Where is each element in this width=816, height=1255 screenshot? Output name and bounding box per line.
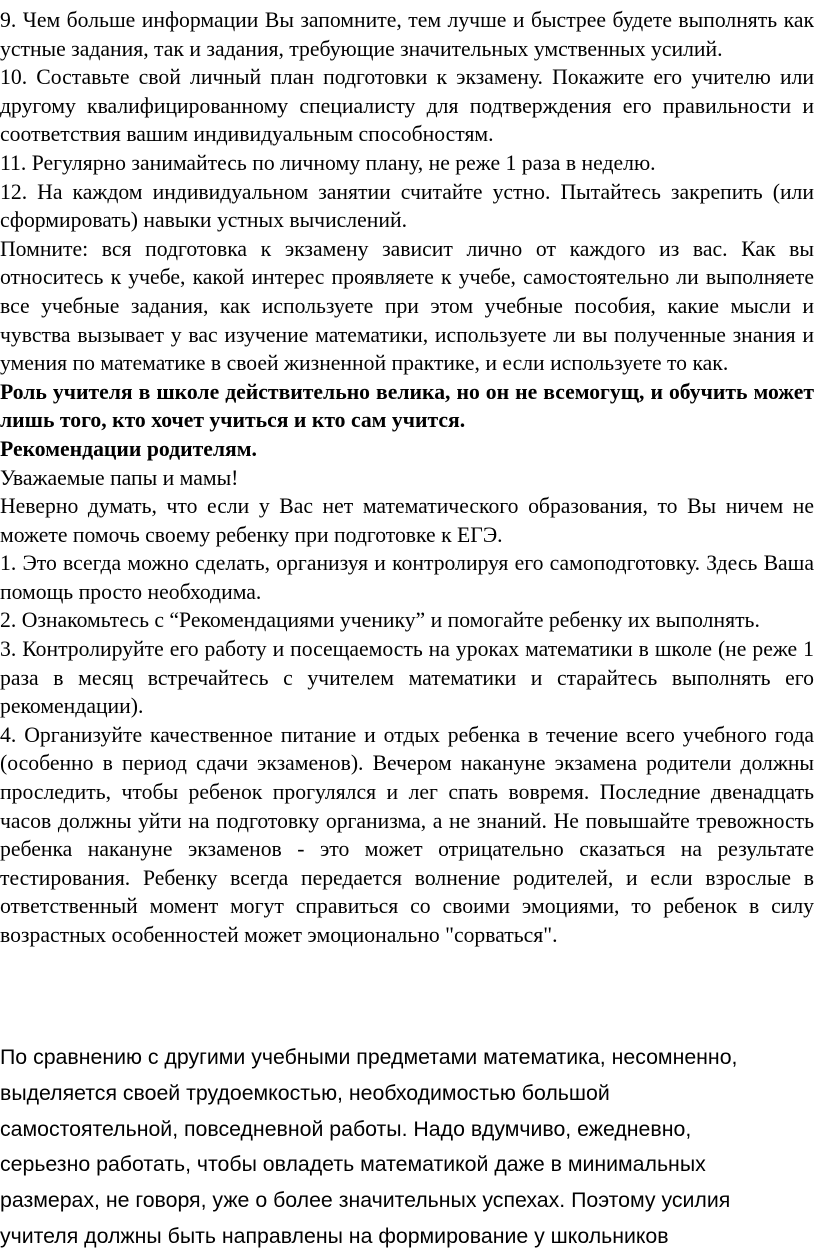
parents-item-3: 3. Контролируйте его работу и посещаемость на уроках математики в школе (не реже 1 раза в месяц встречайтесь с учителем математики и старайтесь выполнять его рекомендации).: [0, 637, 814, 719]
closing-line: учителя должны быть направлены на формирование у школьников: [0, 1223, 669, 1248]
closing-line: По сравнению с другими учебными предметами математика, несомненно,: [0, 1045, 738, 1069]
parents-heading: Рекомендации родителям.: [0, 436, 257, 461]
closing-line: размерах, не говоря, уже о более значительных успехах. Поэтому усилия: [0, 1188, 731, 1213]
student-item-12: 12. На каждом индивидуальном занятии считайте устно. Пытайтесь закрепить (или сформировать) навыки устных вычислений.: [0, 179, 814, 233]
closing-line: самостоятельной, повседневной работы. Надо вдумчиво, ежедневно,: [0, 1116, 692, 1141]
greeting: Уважаемые папы и мамы!: [0, 465, 239, 490]
parents-item-4: 4. Организуйте качественное питание и отдых ребенка в течение всего учебного года (особенно в период сдачи экзаменов). Вечером накануне экзамена родители должны проследить, чтобы ребенок прогулялся и лег спать вовремя. Последние двенадцать часов должны уйти на подготовку организма, а не знаний. Не повышайте тревожность ребенка накануне экзаменов - это может отрицательно сказаться на результате тестирования. Ребенку всегда передается волнение родителей, и если взрослые в ответственный момент могут справиться со своими эмоциями, то ребенок в силу возрастных особенностей может эмоционально "сорваться".: [0, 722, 814, 947]
parents-item-2: 2. Ознакомьтесь с “Рекомендациями ученику” и помогайте ребенку их выполнять.: [0, 608, 760, 633]
student-item-9: 9. Чем больше информации Вы запомните, тем лучше и быстрее будете выполнять как устные задания, так и задания, требующие значительных умственных усилий.: [0, 8, 814, 61]
remember-paragraph: Помните: вся подготовка к экзамену зависит лично от каждого из вас. Как вы относитесь к учебе, какой интерес проявляете к учебе, самостоятельно ли выполняете все учебные задания, как используете при этом учебные пособия, какие мысли и чувства вызывает у вас изучение математики, используете ли вы полученные знания и умения по математике в своей жизненной практике, и если используете то как.: [0, 236, 814, 376]
parents-intro: Неверно думать, что если у Вас нет математического образования, то Вы ничем не можете помочь своему ребенку при подготовке к ЕГЭ.: [0, 494, 814, 547]
parents-item-1: 1. Это всегда можно сделать, организуя и контролируя его самоподготовку. Здесь Ваша помощь просто необходима.: [0, 551, 814, 604]
serif-text-block: [0, 6, 814, 950]
closing-line: серьезно работать, чтобы овладеть математикой даже в минимальных: [0, 1152, 706, 1177]
student-item-11: 11. Регулярно занимайтесь по личному плану, не реже 1 раза в неделю.: [0, 150, 656, 175]
closing-paragraph: [0, 1040, 816, 1255]
student-item-10: 10. Составьте свой личный план подготовки к экзамену. Покажите его учителю или другому квалифицированному специалисту для подтверждения его правильности и соответствия вашим индивидуальным способностям.: [0, 65, 814, 147]
closing-line: выделяется своей трудоемкостью, необходимостью большой: [0, 1080, 610, 1105]
teacher-role-statement: Роль учителя в школе действительно велика, но он не всемогущ, и обучить может лишь того, кто хочет учиться и кто сам учится.: [0, 379, 814, 433]
